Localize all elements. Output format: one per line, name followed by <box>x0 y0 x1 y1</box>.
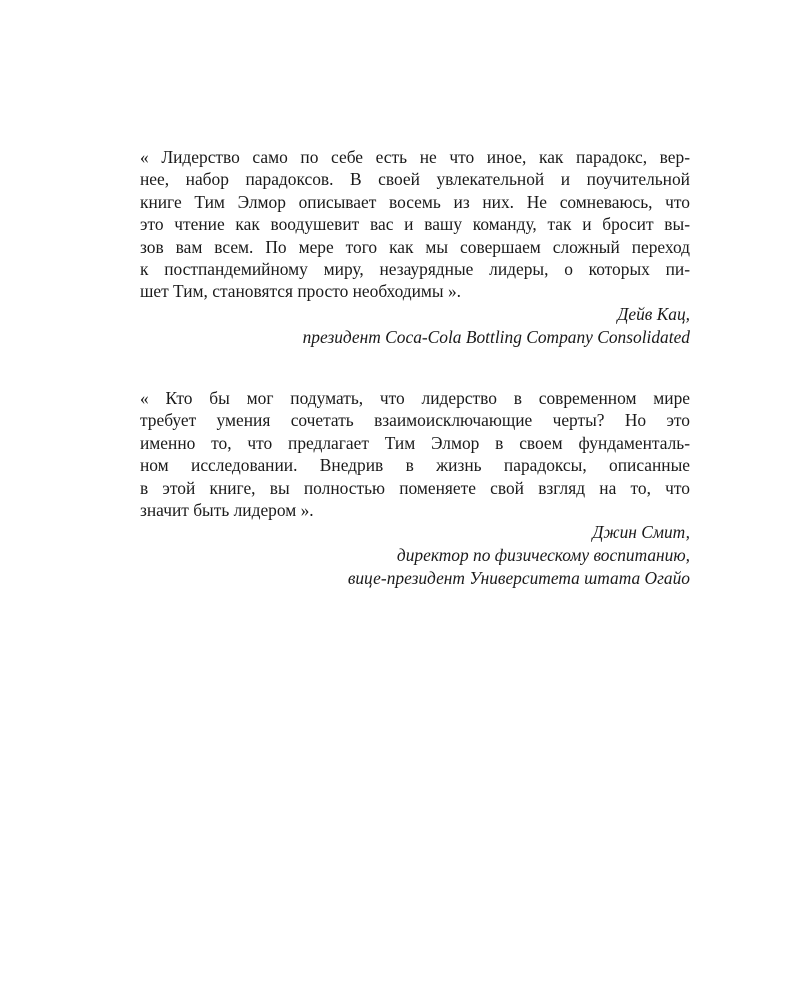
quote-line: ном исследовании. Внедрив в жизнь парадоксы, описанные <box>140 455 690 476</box>
quote-line: это чтение как воодушевит вас и вашу команду, так и бросит вы- <box>140 214 690 235</box>
quote-line: « Кто бы мог подумать, что лидерство в современном мире <box>140 388 690 408</box>
quote-line: зов вам всем. По мере того как мы совершаем сложный переход <box>140 236 690 257</box>
quote-line: книге Тим Элмор описывает восемь из них. Не сомневаюсь, что <box>140 191 690 212</box>
testimonial-katz <box>140 146 690 349</box>
testimonial-attribution <box>140 303 690 349</box>
testimonial-quote <box>140 146 690 303</box>
quote-line: к постпандемийному миру, незаурядные лидеры, о которых пи- <box>140 259 690 280</box>
quote-line: именно то, что предлагает Тим Элмор в своем фундаменталь- <box>140 432 690 453</box>
testimonial-quote <box>140 387 690 521</box>
quote-line: требует умения сочетать взаимоисключающие черты? Но это <box>140 410 690 431</box>
quote-line: шет Тим, становятся просто необходимы ». <box>140 281 461 302</box>
testimonial-attribution <box>140 521 690 590</box>
testimonial-smith <box>140 387 690 590</box>
author-title: директор по физическому воспитанию, <box>396 545 690 566</box>
author-name: Джин Смит, <box>592 522 690 543</box>
quote-line: « Лидерство само по себе есть не что иное, как парадокс, вер- <box>140 147 690 167</box>
author-title: президент Coca-Cola Bottling Company Consolidated <box>302 326 690 347</box>
author-title: вице-президент Университета штата Огайо <box>347 568 690 589</box>
author-name: Дейв Кац, <box>617 303 690 324</box>
quote-line: нее, набор парадоксов. В своей увлекательной и поучительной <box>140 169 690 190</box>
quote-line: в этой книге, вы полностью поменяете свой взгляд на то, что <box>140 477 690 498</box>
quote-line: значит быть лидером ». <box>140 500 314 521</box>
